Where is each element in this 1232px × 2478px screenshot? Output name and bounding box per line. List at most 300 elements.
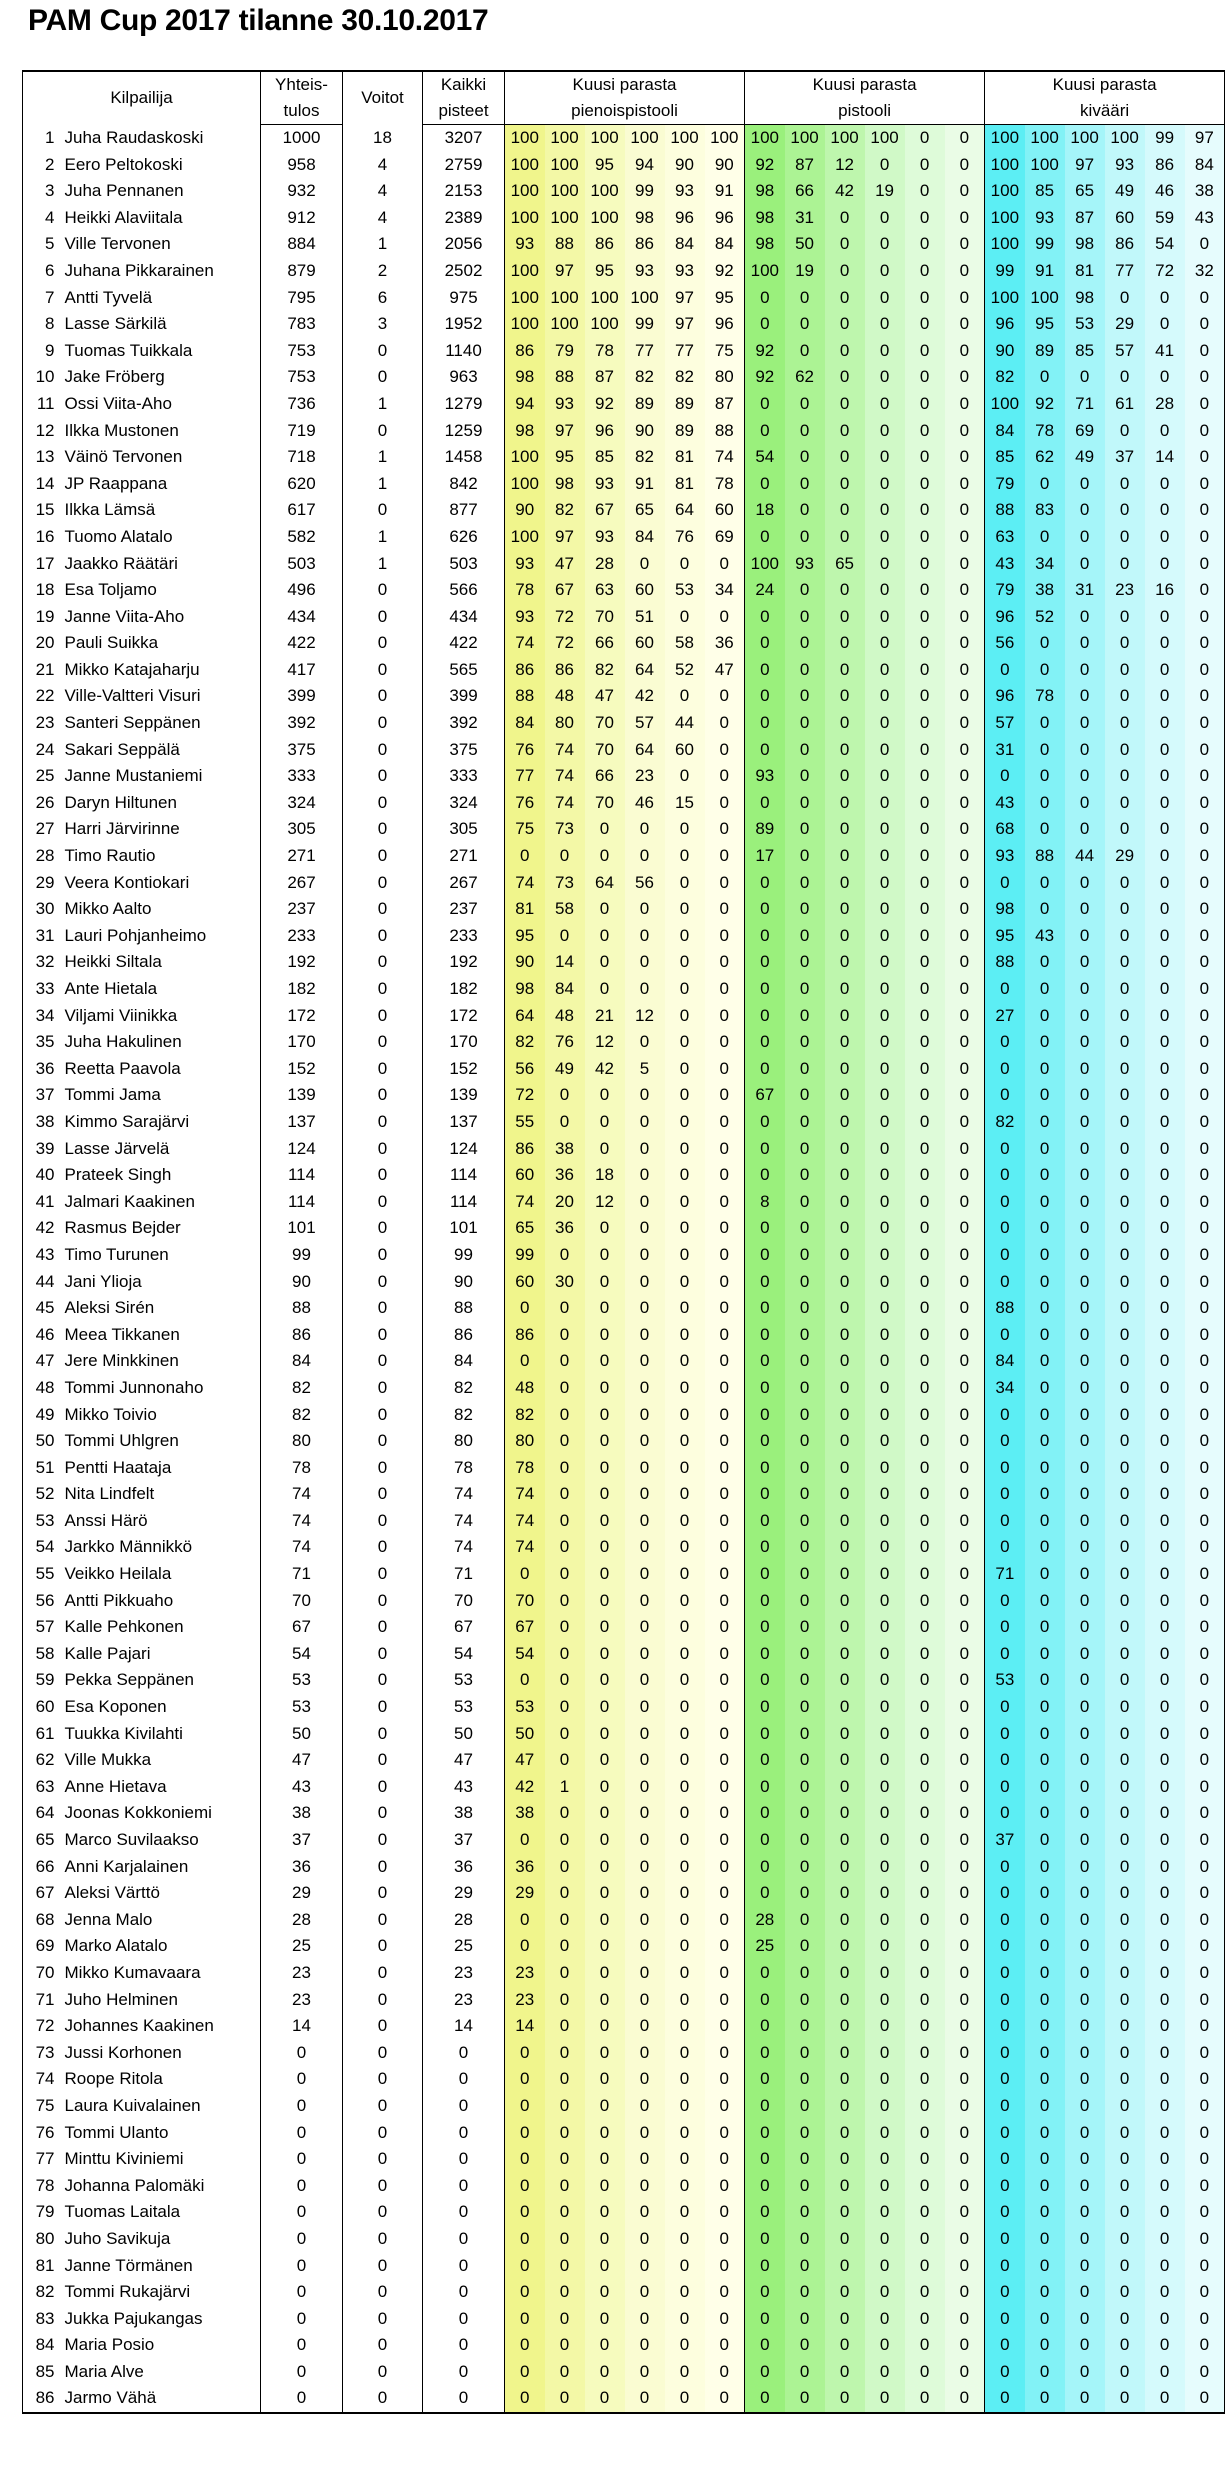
competitor-name-cell: Heikki Siltala bbox=[61, 949, 261, 976]
score-cell-g3: 0 bbox=[1145, 896, 1185, 923]
score-cell-g1: 50 bbox=[505, 1721, 545, 1748]
score-cell-g3: 0 bbox=[1185, 471, 1225, 498]
all-points-cell: 53 bbox=[423, 1694, 505, 1721]
score-cell-g1: 0 bbox=[705, 1800, 745, 1827]
score-cell-g1: 0 bbox=[665, 816, 705, 843]
score-cell-g2: 0 bbox=[745, 1428, 785, 1455]
score-cell-g1: 74 bbox=[505, 870, 545, 897]
score-cell-g2: 0 bbox=[865, 338, 905, 365]
score-cell-g3: 0 bbox=[1105, 1056, 1145, 1083]
score-cell-g1: 14 bbox=[545, 949, 585, 976]
table-row bbox=[23, 1721, 1225, 1748]
score-cell-g2: 0 bbox=[825, 1774, 865, 1801]
score-cell-g1: 0 bbox=[665, 1880, 705, 1907]
score-cell-g1: 23 bbox=[505, 1960, 545, 1987]
score-cell-g2: 0 bbox=[785, 1295, 825, 1322]
score-cell-g2: 0 bbox=[945, 205, 985, 232]
all-points-cell: 434 bbox=[423, 604, 505, 631]
score-cell-g1: 60 bbox=[505, 1269, 545, 1296]
score-cell-g1: 73 bbox=[545, 816, 585, 843]
total-result-cell: 324 bbox=[261, 790, 343, 817]
competitor-name-cell: Anni Karjalainen bbox=[61, 1854, 261, 1881]
score-cell-g2: 0 bbox=[745, 2253, 785, 2280]
total-result-cell: 753 bbox=[261, 364, 343, 391]
score-cell-g2: 0 bbox=[785, 1534, 825, 1561]
score-cell-g2: 0 bbox=[825, 1880, 865, 1907]
score-cell-g3: 0 bbox=[1185, 1880, 1225, 1907]
score-cell-g2: 0 bbox=[745, 1854, 785, 1881]
rank-cell: 41 bbox=[23, 1189, 61, 1216]
score-cell-g3: 0 bbox=[1185, 1694, 1225, 1721]
score-cell-g2: 0 bbox=[785, 790, 825, 817]
score-cell-g3: 0 bbox=[1105, 790, 1145, 817]
score-cell-g2: 0 bbox=[945, 2359, 985, 2386]
score-cell-g2: 0 bbox=[905, 178, 945, 205]
score-cell-g1: 99 bbox=[505, 1242, 545, 1269]
total-result-cell: 47 bbox=[261, 1747, 343, 1774]
total-result-cell: 753 bbox=[261, 338, 343, 365]
all-points-cell: 152 bbox=[423, 1056, 505, 1083]
score-cell-g2: 0 bbox=[825, 1375, 865, 1402]
score-cell-g1: 0 bbox=[665, 2093, 705, 2120]
score-cell-g3: 0 bbox=[1065, 1721, 1105, 1748]
score-cell-g3: 0 bbox=[1185, 1854, 1225, 1881]
score-cell-g1: 0 bbox=[585, 976, 625, 1003]
score-cell-g3: 0 bbox=[1065, 1003, 1105, 1030]
wins-cell: 1 bbox=[343, 444, 423, 471]
score-cell-g1: 70 bbox=[585, 604, 625, 631]
score-cell-g1: 21 bbox=[585, 1003, 625, 1030]
score-cell-g3: 0 bbox=[1105, 1242, 1145, 1269]
score-cell-g1: 0 bbox=[705, 2199, 745, 2226]
competitor-name-cell: Reetta Paavola bbox=[61, 1056, 261, 1083]
score-cell-g1: 78 bbox=[505, 577, 545, 604]
score-cell-g3: 0 bbox=[1105, 2306, 1145, 2333]
score-cell-g2: 0 bbox=[945, 816, 985, 843]
score-cell-g3: 0 bbox=[1105, 604, 1145, 631]
score-cell-g2: 0 bbox=[825, 2253, 865, 2280]
all-points-cell: 84 bbox=[423, 1348, 505, 1375]
wins-cell: 0 bbox=[343, 1827, 423, 1854]
score-cell-g1: 0 bbox=[705, 2040, 745, 2067]
score-cell-g1: 66 bbox=[585, 763, 625, 790]
rank-cell: 27 bbox=[23, 816, 61, 843]
score-cell-g2: 0 bbox=[865, 1987, 905, 2014]
score-cell-g2: 0 bbox=[745, 418, 785, 445]
score-cell-g1: 89 bbox=[625, 391, 665, 418]
competitor-name-cell: Antti Tyvelä bbox=[61, 285, 261, 312]
wins-cell: 0 bbox=[343, 1269, 423, 1296]
score-cell-g3: 0 bbox=[1105, 551, 1145, 578]
score-cell-g2: 0 bbox=[865, 2146, 905, 2173]
table-row bbox=[23, 1109, 1225, 1136]
score-cell-g3: 0 bbox=[1065, 2306, 1105, 2333]
wins-cell: 1 bbox=[343, 551, 423, 578]
score-cell-g2: 0 bbox=[825, 657, 865, 684]
score-cell-g2: 0 bbox=[905, 1747, 945, 1774]
score-cell-g1: 0 bbox=[585, 1534, 625, 1561]
score-cell-g2: 0 bbox=[905, 1162, 945, 1189]
competitor-name-cell: Mikko Aalto bbox=[61, 896, 261, 923]
score-cell-g2: 0 bbox=[905, 285, 945, 312]
table-row bbox=[23, 1561, 1225, 1588]
score-cell-g2: 0 bbox=[745, 2332, 785, 2359]
score-cell-g3: 0 bbox=[1145, 737, 1185, 764]
score-cell-g3: 0 bbox=[1145, 1508, 1185, 1535]
score-cell-g2: 0 bbox=[905, 604, 945, 631]
score-cell-g2: 92 bbox=[745, 152, 785, 179]
all-points-cell: 3207 bbox=[423, 125, 505, 152]
score-cell-g1: 0 bbox=[665, 763, 705, 790]
rank-cell: 44 bbox=[23, 1269, 61, 1296]
score-cell-g1: 0 bbox=[625, 843, 665, 870]
score-cell-g1: 0 bbox=[585, 2013, 625, 2040]
score-cell-g3: 0 bbox=[1065, 630, 1105, 657]
score-cell-g1: 0 bbox=[705, 737, 745, 764]
total-result-cell: 14 bbox=[261, 2013, 343, 2040]
score-cell-g3: 0 bbox=[1185, 1907, 1225, 1934]
score-cell-g3: 0 bbox=[1185, 1641, 1225, 1668]
score-cell-g1: 0 bbox=[585, 1694, 625, 1721]
score-cell-g1: 82 bbox=[545, 497, 585, 524]
score-cell-g1: 0 bbox=[665, 1348, 705, 1375]
score-cell-g2: 0 bbox=[825, 1800, 865, 1827]
competitor-name-cell: Jani Ylioja bbox=[61, 1269, 261, 1296]
score-cell-g1: 100 bbox=[505, 205, 545, 232]
competitor-name-cell: Eero Peltokoski bbox=[61, 152, 261, 179]
score-cell-g3: 0 bbox=[1065, 1614, 1105, 1641]
score-cell-g2: 0 bbox=[825, 1933, 865, 1960]
score-cell-g2: 0 bbox=[945, 976, 985, 1003]
competitor-name-cell: Rasmus Bejder bbox=[61, 1215, 261, 1242]
table-row bbox=[23, 1215, 1225, 1242]
score-cell-g2: 0 bbox=[785, 2226, 825, 2253]
score-cell-g3: 0 bbox=[985, 976, 1025, 1003]
score-cell-g2: 0 bbox=[785, 1215, 825, 1242]
total-result-cell: 84 bbox=[261, 1348, 343, 1375]
wins-cell: 0 bbox=[343, 1987, 423, 2014]
score-cell-g3: 79 bbox=[985, 577, 1025, 604]
table-row bbox=[23, 1455, 1225, 1482]
score-cell-g2: 19 bbox=[785, 258, 825, 285]
score-cell-g3: 0 bbox=[1185, 2013, 1225, 2040]
total-result-cell: 170 bbox=[261, 1029, 343, 1056]
score-cell-g2: 0 bbox=[945, 125, 985, 152]
rank-cell: 72 bbox=[23, 2013, 61, 2040]
score-cell-g3: 0 bbox=[1105, 816, 1145, 843]
score-cell-g1: 0 bbox=[585, 1136, 625, 1163]
score-cell-g2: 0 bbox=[945, 1907, 985, 1934]
score-cell-g2: 0 bbox=[825, 2173, 865, 2200]
score-cell-g3: 0 bbox=[1105, 1269, 1145, 1296]
score-cell-g1: 0 bbox=[585, 949, 625, 976]
competitor-name-cell: Jalmari Kaakinen bbox=[61, 1189, 261, 1216]
total-result-cell: 0 bbox=[261, 2279, 343, 2306]
score-cell-g1: 0 bbox=[665, 1588, 705, 1615]
score-cell-g3: 43 bbox=[985, 551, 1025, 578]
score-cell-g3: 82 bbox=[985, 364, 1025, 391]
score-cell-g3: 0 bbox=[1065, 1136, 1105, 1163]
table-row bbox=[23, 391, 1225, 418]
score-cell-g2: 0 bbox=[945, 2199, 985, 2226]
all-points-cell: 124 bbox=[423, 1136, 505, 1163]
score-cell-g1: 0 bbox=[625, 1109, 665, 1136]
score-cell-g3: 0 bbox=[1145, 1694, 1185, 1721]
score-cell-g3: 0 bbox=[1185, 1402, 1225, 1429]
score-cell-g2: 0 bbox=[825, 1534, 865, 1561]
score-cell-g1: 0 bbox=[505, 2226, 545, 2253]
score-cell-g3: 0 bbox=[1185, 843, 1225, 870]
score-cell-g1: 0 bbox=[625, 1189, 665, 1216]
total-result-cell: 620 bbox=[261, 471, 343, 498]
rank-cell: 85 bbox=[23, 2359, 61, 2386]
table-row bbox=[23, 125, 1225, 152]
score-cell-g2: 0 bbox=[865, 1003, 905, 1030]
score-cell-g2: 0 bbox=[865, 630, 905, 657]
score-cell-g1: 93 bbox=[585, 524, 625, 551]
score-cell-g1: 97 bbox=[665, 311, 705, 338]
score-cell-g3: 0 bbox=[1145, 1082, 1185, 1109]
competitor-name-cell: Mikko Toivio bbox=[61, 1402, 261, 1429]
all-points-cell: 392 bbox=[423, 710, 505, 737]
score-cell-g2: 0 bbox=[825, 205, 865, 232]
total-result-cell: 0 bbox=[261, 2385, 343, 2413]
score-cell-g1: 0 bbox=[545, 1534, 585, 1561]
competitor-name-cell: Pauli Suikka bbox=[61, 630, 261, 657]
all-points-cell: 626 bbox=[423, 524, 505, 551]
score-cell-g3: 0 bbox=[1185, 1269, 1225, 1296]
score-cell-g2: 0 bbox=[785, 524, 825, 551]
score-cell-g2: 0 bbox=[745, 1481, 785, 1508]
total-result-cell: 114 bbox=[261, 1162, 343, 1189]
score-cell-g1: 64 bbox=[585, 870, 625, 897]
score-cell-g2: 0 bbox=[825, 1269, 865, 1296]
score-cell-g1: 0 bbox=[585, 2066, 625, 2093]
score-cell-g2: 0 bbox=[825, 896, 865, 923]
score-cell-g3: 0 bbox=[1105, 2093, 1145, 2120]
score-cell-g2: 0 bbox=[745, 923, 785, 950]
score-cell-g3: 0 bbox=[1025, 657, 1065, 684]
score-cell-g3: 0 bbox=[1025, 1960, 1065, 1987]
score-cell-g2: 0 bbox=[825, 1029, 865, 1056]
score-cell-g2: 0 bbox=[785, 2332, 825, 2359]
score-cell-g2: 0 bbox=[785, 2093, 825, 2120]
score-cell-g3: 0 bbox=[1145, 2013, 1185, 2040]
score-cell-g3: 0 bbox=[1025, 1322, 1065, 1349]
score-cell-g1: 74 bbox=[545, 737, 585, 764]
competitor-name-cell: Prateek Singh bbox=[61, 1162, 261, 1189]
score-cell-g3: 0 bbox=[985, 1800, 1025, 1827]
score-cell-g1: 100 bbox=[705, 125, 745, 152]
score-cell-g2: 0 bbox=[785, 497, 825, 524]
score-cell-g2: 0 bbox=[905, 1880, 945, 1907]
wins-cell: 0 bbox=[343, 976, 423, 1003]
score-cell-g1: 47 bbox=[705, 657, 745, 684]
competitor-name-cell: Harri Järvirinne bbox=[61, 816, 261, 843]
table-row bbox=[23, 2199, 1225, 2226]
score-cell-g1: 0 bbox=[665, 1721, 705, 1748]
score-cell-g1: 0 bbox=[625, 2253, 665, 2280]
score-cell-g3: 0 bbox=[985, 2226, 1025, 2253]
score-cell-g3: 0 bbox=[985, 1215, 1025, 1242]
rank-cell: 75 bbox=[23, 2093, 61, 2120]
score-cell-g3: 0 bbox=[1145, 497, 1185, 524]
score-cell-g3: 0 bbox=[1185, 1056, 1225, 1083]
score-cell-g2: 0 bbox=[785, 1322, 825, 1349]
competitor-name-cell: Anne Hietava bbox=[61, 1774, 261, 1801]
score-cell-g3: 0 bbox=[1025, 1189, 1065, 1216]
score-cell-g2: 93 bbox=[785, 551, 825, 578]
score-cell-g2: 0 bbox=[945, 1269, 985, 1296]
score-cell-g2: 0 bbox=[785, 1109, 825, 1136]
rank-cell: 30 bbox=[23, 896, 61, 923]
score-cell-g1: 0 bbox=[705, 1933, 745, 1960]
total-result-cell: 267 bbox=[261, 870, 343, 897]
score-cell-g1: 67 bbox=[505, 1614, 545, 1641]
wins-cell: 1 bbox=[343, 231, 423, 258]
score-cell-g3: 0 bbox=[1185, 444, 1225, 471]
all-points-cell: 237 bbox=[423, 896, 505, 923]
score-cell-g3: 0 bbox=[1185, 1162, 1225, 1189]
score-cell-g1: 0 bbox=[665, 1375, 705, 1402]
all-points-cell: 74 bbox=[423, 1481, 505, 1508]
score-cell-g3: 57 bbox=[985, 710, 1025, 737]
score-cell-g2: 0 bbox=[905, 2120, 945, 2147]
wins-cell: 0 bbox=[343, 790, 423, 817]
score-cell-g1: 12 bbox=[585, 1189, 625, 1216]
score-cell-g2: 0 bbox=[905, 1242, 945, 1269]
score-cell-g3: 0 bbox=[1105, 976, 1145, 1003]
total-result-cell: 124 bbox=[261, 1136, 343, 1163]
score-cell-g2: 0 bbox=[785, 2040, 825, 2067]
total-result-cell: 0 bbox=[261, 2359, 343, 2386]
score-cell-g3: 0 bbox=[1065, 1348, 1105, 1375]
score-cell-g3: 0 bbox=[1025, 1747, 1065, 1774]
score-cell-g3: 0 bbox=[1025, 1295, 1065, 1322]
table-row bbox=[23, 1641, 1225, 1668]
score-cell-g3: 37 bbox=[985, 1827, 1025, 1854]
table-row bbox=[23, 843, 1225, 870]
wins-cell: 0 bbox=[343, 1428, 423, 1455]
score-cell-g3: 0 bbox=[985, 1907, 1025, 1934]
score-cell-g2: 0 bbox=[785, 2146, 825, 2173]
all-points-cell: 0 bbox=[423, 2279, 505, 2306]
score-cell-g3: 71 bbox=[985, 1561, 1025, 1588]
score-cell-g1: 0 bbox=[665, 1109, 705, 1136]
score-cell-g1: 0 bbox=[665, 1136, 705, 1163]
score-cell-g1: 96 bbox=[585, 418, 625, 445]
score-cell-g2: 0 bbox=[945, 1561, 985, 1588]
score-cell-g2: 0 bbox=[945, 577, 985, 604]
competitor-name-cell: Tuukka Kivilahti bbox=[61, 1721, 261, 1748]
score-cell-g1: 0 bbox=[625, 1800, 665, 1827]
score-cell-g1: 65 bbox=[625, 497, 665, 524]
score-cell-g1: 80 bbox=[545, 710, 585, 737]
table-row bbox=[23, 2332, 1225, 2359]
score-cell-g1: 0 bbox=[545, 1402, 585, 1429]
score-cell-g3: 0 bbox=[1105, 1455, 1145, 1482]
score-cell-g1: 0 bbox=[585, 2226, 625, 2253]
score-cell-g3: 0 bbox=[1065, 1694, 1105, 1721]
score-cell-g2: 0 bbox=[745, 2306, 785, 2333]
score-cell-g1: 0 bbox=[585, 816, 625, 843]
score-cell-g3: 0 bbox=[1145, 1162, 1185, 1189]
score-cell-g2: 0 bbox=[785, 657, 825, 684]
score-cell-g1: 0 bbox=[665, 1455, 705, 1482]
table-row bbox=[23, 1402, 1225, 1429]
total-result-cell: 74 bbox=[261, 1481, 343, 1508]
total-result-cell: 0 bbox=[261, 2306, 343, 2333]
score-cell-g1: 90 bbox=[705, 152, 745, 179]
wins-cell: 0 bbox=[343, 2279, 423, 2306]
score-cell-g2: 0 bbox=[865, 391, 905, 418]
table-row bbox=[23, 923, 1225, 950]
score-cell-g2: 0 bbox=[785, 2173, 825, 2200]
total-result-cell: 0 bbox=[261, 2253, 343, 2280]
score-cell-g3: 0 bbox=[1185, 231, 1225, 258]
all-points-cell: 90 bbox=[423, 1269, 505, 1296]
table-row bbox=[23, 311, 1225, 338]
score-cell-g3: 34 bbox=[985, 1375, 1025, 1402]
score-cell-g2: 0 bbox=[825, 604, 865, 631]
score-cell-g2: 0 bbox=[745, 1667, 785, 1694]
all-points-cell: 137 bbox=[423, 1109, 505, 1136]
score-cell-g2: 67 bbox=[745, 1082, 785, 1109]
score-cell-g1: 0 bbox=[705, 604, 745, 631]
score-cell-g3: 34 bbox=[1025, 551, 1065, 578]
score-cell-g3: 0 bbox=[1065, 471, 1105, 498]
score-cell-g3: 95 bbox=[1025, 311, 1065, 338]
score-cell-g2: 0 bbox=[905, 949, 945, 976]
table-row bbox=[23, 1162, 1225, 1189]
wins-cell: 0 bbox=[343, 1774, 423, 1801]
score-cell-g1: 78 bbox=[585, 338, 625, 365]
score-cell-g3: 0 bbox=[1145, 364, 1185, 391]
score-cell-g2: 0 bbox=[945, 1667, 985, 1694]
score-cell-g2: 0 bbox=[905, 2066, 945, 2093]
score-cell-g1: 15 bbox=[665, 790, 705, 817]
score-cell-g2: 0 bbox=[825, 2093, 865, 2120]
score-cell-g3: 0 bbox=[1025, 1800, 1065, 1827]
score-cell-g1: 70 bbox=[505, 1588, 545, 1615]
competitor-name-cell: Juha Raudaskoski bbox=[61, 125, 261, 152]
score-cell-g3: 0 bbox=[1105, 1322, 1145, 1349]
score-cell-g2: 0 bbox=[905, 1614, 945, 1641]
score-cell-g3: 0 bbox=[1185, 2306, 1225, 2333]
standings-table bbox=[22, 70, 1225, 2414]
score-cell-g3: 0 bbox=[1105, 1534, 1145, 1561]
score-cell-g2: 98 bbox=[745, 205, 785, 232]
score-cell-g3: 0 bbox=[1105, 1667, 1145, 1694]
score-cell-g1: 0 bbox=[545, 2359, 585, 2386]
score-cell-g2: 0 bbox=[785, 1269, 825, 1296]
score-cell-g2: 0 bbox=[825, 1162, 865, 1189]
score-cell-g3: 0 bbox=[1185, 1721, 1225, 1748]
wins-cell: 0 bbox=[343, 923, 423, 950]
score-cell-g3: 72 bbox=[1145, 258, 1185, 285]
all-points-cell: 324 bbox=[423, 790, 505, 817]
score-cell-g1: 0 bbox=[705, 2332, 745, 2359]
table-body bbox=[23, 125, 1225, 2414]
total-result-cell: 29 bbox=[261, 1880, 343, 1907]
score-cell-g3: 83 bbox=[1025, 497, 1065, 524]
total-result-cell: 422 bbox=[261, 630, 343, 657]
score-cell-g1: 100 bbox=[505, 285, 545, 312]
score-cell-g1: 51 bbox=[625, 604, 665, 631]
score-cell-g2: 0 bbox=[745, 1056, 785, 1083]
score-cell-g2: 0 bbox=[745, 683, 785, 710]
score-cell-g3: 0 bbox=[1025, 471, 1065, 498]
